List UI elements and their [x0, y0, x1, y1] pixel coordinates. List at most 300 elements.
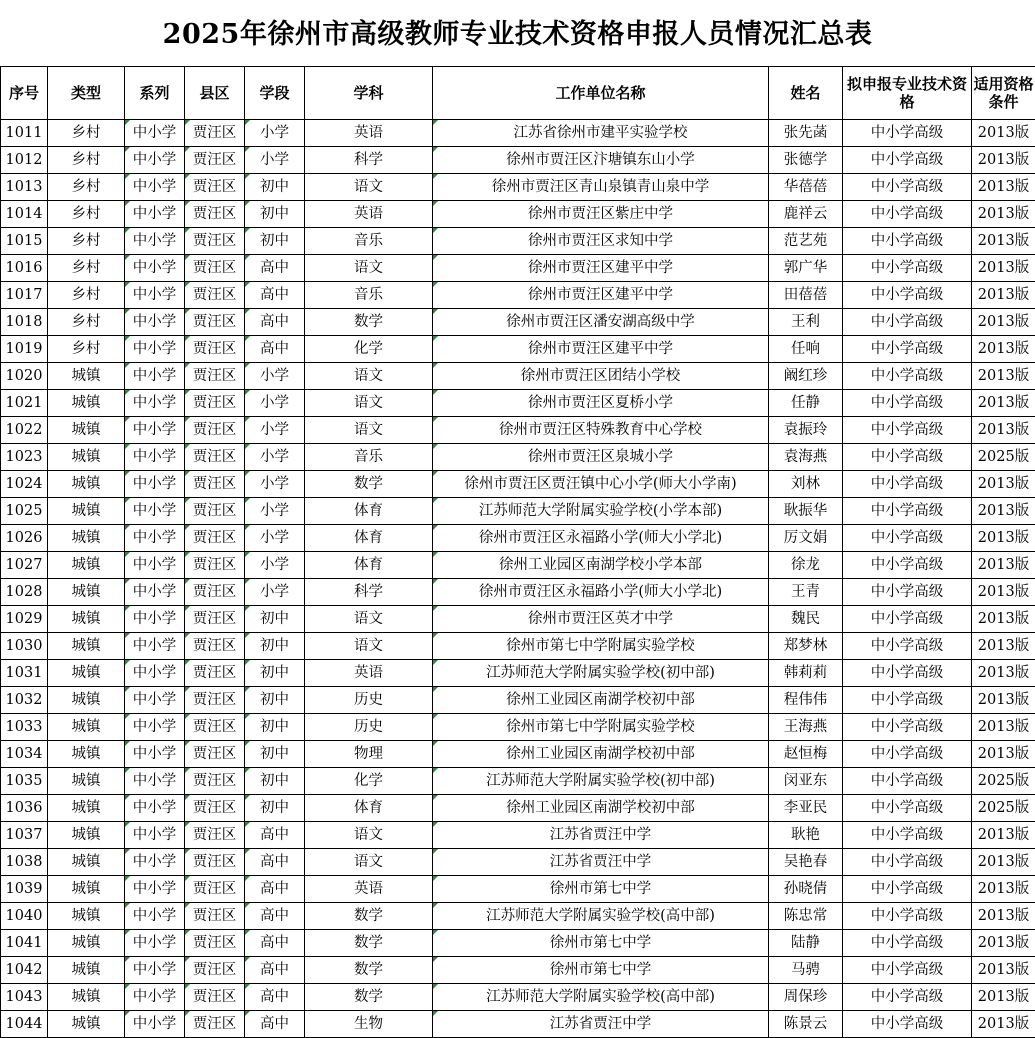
cell-series: 中小学 [125, 903, 185, 930]
cell-type: 城镇 [48, 1011, 125, 1038]
cell-criteria: 2013版 [972, 228, 1035, 255]
cell-index: 1018 [1, 309, 48, 336]
cell-type: 城镇 [48, 957, 125, 984]
cell-criteria: 2013版 [972, 336, 1035, 363]
cell-subject: 英语 [305, 660, 433, 687]
cell-district: 贾汪区 [185, 417, 245, 444]
cell-stage: 初中 [245, 768, 305, 795]
cell-criteria: 2013版 [972, 390, 1035, 417]
cell-criteria: 2013版 [972, 579, 1035, 606]
table-row [1, 390, 1035, 417]
cell-subject: 体育 [305, 498, 433, 525]
cell-qualification: 中小学高级 [843, 120, 972, 147]
cell-workplace: 徐州市贾汪区泉城小学 [433, 444, 769, 471]
cell-stage: 初中 [245, 795, 305, 822]
cell-type: 乡村 [48, 228, 125, 255]
cell-name: 张先菡 [769, 120, 843, 147]
cell-series: 中小学 [125, 822, 185, 849]
cell-stage: 高中 [245, 255, 305, 282]
cell-subject: 语文 [305, 606, 433, 633]
cell-criteria: 2013版 [972, 147, 1035, 174]
cell-stage: 小学 [245, 363, 305, 390]
cell-workplace: 江苏师范大学附属实验学校(初中部) [433, 660, 769, 687]
cell-stage: 高中 [245, 876, 305, 903]
cell-series: 中小学 [125, 579, 185, 606]
cell-criteria: 2013版 [972, 606, 1035, 633]
cell-type: 乡村 [48, 309, 125, 336]
cell-series: 中小学 [125, 768, 185, 795]
cell-qualification: 中小学高级 [843, 876, 972, 903]
cell-type: 城镇 [48, 930, 125, 957]
cell-index: 1026 [1, 525, 48, 552]
cell-name: 张德学 [769, 147, 843, 174]
cell-criteria: 2013版 [972, 849, 1035, 876]
cell-index: 1016 [1, 255, 48, 282]
cell-subject: 英语 [305, 120, 433, 147]
cell-district: 贾汪区 [185, 255, 245, 282]
cell-qualification: 中小学高级 [843, 525, 972, 552]
cell-name: 马骋 [769, 957, 843, 984]
cell-stage: 小学 [245, 525, 305, 552]
cell-district: 贾汪区 [185, 444, 245, 471]
cell-stage: 高中 [245, 309, 305, 336]
cell-qualification: 中小学高级 [843, 984, 972, 1011]
cell-subject: 数学 [305, 984, 433, 1011]
cell-type: 城镇 [48, 390, 125, 417]
table-row [1, 1011, 1035, 1038]
cell-subject: 科学 [305, 147, 433, 174]
cell-qualification: 中小学高级 [843, 768, 972, 795]
cell-workplace: 徐州市第七中学附属实验学校 [433, 633, 769, 660]
cell-district: 贾汪区 [185, 687, 245, 714]
cell-criteria: 2013版 [972, 687, 1035, 714]
cell-stage: 初中 [245, 660, 305, 687]
cell-series: 中小学 [125, 552, 185, 579]
cell-series: 中小学 [125, 714, 185, 741]
cell-stage: 初中 [245, 228, 305, 255]
cell-index: 1013 [1, 174, 48, 201]
cell-series: 中小学 [125, 255, 185, 282]
cell-name: 耿振华 [769, 498, 843, 525]
cell-series: 中小学 [125, 147, 185, 174]
cell-index: 1021 [1, 390, 48, 417]
table-row [1, 309, 1035, 336]
cell-qualification: 中小学高级 [843, 606, 972, 633]
cell-name: 田蓓蓓 [769, 282, 843, 309]
cell-name: 任静 [769, 390, 843, 417]
cell-subject: 数学 [305, 930, 433, 957]
cell-type: 乡村 [48, 336, 125, 363]
cell-subject: 化学 [305, 336, 433, 363]
cell-index: 1043 [1, 984, 48, 1011]
cell-type: 乡村 [48, 174, 125, 201]
cell-subject: 语文 [305, 822, 433, 849]
cell-workplace: 江苏省贾汪中学 [433, 849, 769, 876]
cell-stage: 小学 [245, 444, 305, 471]
cell-series: 中小学 [125, 849, 185, 876]
cell-district: 贾汪区 [185, 849, 245, 876]
cell-qualification: 中小学高级 [843, 444, 972, 471]
cell-criteria: 2013版 [972, 660, 1035, 687]
cell-qualification: 中小学高级 [843, 849, 972, 876]
cell-type: 城镇 [48, 849, 125, 876]
cell-name: 李亚民 [769, 795, 843, 822]
cell-name: 厉文娟 [769, 525, 843, 552]
cell-qualification: 中小学高级 [843, 903, 972, 930]
cell-workplace: 江苏省贾汪中学 [433, 822, 769, 849]
cell-qualification: 中小学高级 [843, 417, 972, 444]
cell-qualification: 中小学高级 [843, 282, 972, 309]
cell-stage: 高中 [245, 1011, 305, 1038]
cell-name: 吴艳春 [769, 849, 843, 876]
cell-subject: 历史 [305, 687, 433, 714]
cell-subject: 物理 [305, 741, 433, 768]
table-row [1, 579, 1035, 606]
cell-qualification: 中小学高级 [843, 633, 972, 660]
cell-type: 城镇 [48, 876, 125, 903]
cell-workplace: 徐州工业园区南湖学校初中部 [433, 687, 769, 714]
cell-criteria: 2013版 [972, 714, 1035, 741]
cell-series: 中小学 [125, 120, 185, 147]
cell-stage: 小学 [245, 552, 305, 579]
cell-name: 赵恒梅 [769, 741, 843, 768]
cell-index: 1033 [1, 714, 48, 741]
cell-qualification: 中小学高级 [843, 363, 972, 390]
table-row [1, 363, 1035, 390]
cell-stage: 小学 [245, 390, 305, 417]
col-header-stage: 学段 [245, 67, 305, 120]
cell-subject: 语文 [305, 417, 433, 444]
cell-series: 中小学 [125, 660, 185, 687]
cell-criteria: 2013版 [972, 282, 1035, 309]
cell-district: 贾汪区 [185, 309, 245, 336]
cell-series: 中小学 [125, 363, 185, 390]
cell-qualification: 中小学高级 [843, 714, 972, 741]
cell-series: 中小学 [125, 525, 185, 552]
cell-criteria: 2025版 [972, 444, 1035, 471]
cell-criteria: 2013版 [972, 255, 1035, 282]
cell-index: 1031 [1, 660, 48, 687]
cell-series: 中小学 [125, 957, 185, 984]
cell-series: 中小学 [125, 1011, 185, 1038]
cell-type: 城镇 [48, 363, 125, 390]
cell-name: 王青 [769, 579, 843, 606]
cell-district: 贾汪区 [185, 174, 245, 201]
cell-qualification: 中小学高级 [843, 255, 972, 282]
cell-index: 1038 [1, 849, 48, 876]
table-body [1, 120, 1035, 1038]
cell-criteria: 2013版 [972, 633, 1035, 660]
cell-district: 贾汪区 [185, 633, 245, 660]
cell-criteria: 2013版 [972, 876, 1035, 903]
col-header-workplace: 工作单位名称 [433, 67, 769, 120]
cell-stage: 小学 [245, 147, 305, 174]
cell-name: 袁海燕 [769, 444, 843, 471]
cell-name: 陈忠常 [769, 903, 843, 930]
cell-type: 城镇 [48, 822, 125, 849]
cell-workplace: 徐州工业园区南湖学校小学本部 [433, 552, 769, 579]
cell-district: 贾汪区 [185, 660, 245, 687]
table-row [1, 606, 1035, 633]
cell-district: 贾汪区 [185, 147, 245, 174]
table-row [1, 903, 1035, 930]
cell-type: 城镇 [48, 498, 125, 525]
cell-name: 徐龙 [769, 552, 843, 579]
cell-index: 1023 [1, 444, 48, 471]
col-header-subject: 学科 [305, 67, 433, 120]
cell-type: 城镇 [48, 606, 125, 633]
cell-index: 1044 [1, 1011, 48, 1038]
cell-type: 乡村 [48, 201, 125, 228]
cell-name: 范艺苑 [769, 228, 843, 255]
cell-workplace: 徐州市贾汪区建平中学 [433, 282, 769, 309]
col-header-district: 县区 [185, 67, 245, 120]
table-row [1, 471, 1035, 498]
cell-name: 鹿祥云 [769, 201, 843, 228]
cell-workplace: 徐州市贾汪区英才中学 [433, 606, 769, 633]
cell-qualification: 中小学高级 [843, 228, 972, 255]
cell-series: 中小学 [125, 498, 185, 525]
cell-type: 城镇 [48, 525, 125, 552]
cell-qualification: 中小学高级 [843, 822, 972, 849]
cell-workplace: 江苏省徐州市建平实验学校 [433, 120, 769, 147]
cell-district: 贾汪区 [185, 390, 245, 417]
cell-stage: 初中 [245, 606, 305, 633]
table-row [1, 444, 1035, 471]
cell-criteria: 2013版 [972, 930, 1035, 957]
cell-series: 中小学 [125, 930, 185, 957]
cell-stage: 初中 [245, 687, 305, 714]
cell-series: 中小学 [125, 606, 185, 633]
cell-type: 乡村 [48, 120, 125, 147]
cell-stage: 初中 [245, 201, 305, 228]
cell-name: 阚红珍 [769, 363, 843, 390]
cell-name: 周保珍 [769, 984, 843, 1011]
table-row [1, 660, 1035, 687]
cell-criteria: 2013版 [972, 984, 1035, 1011]
cell-criteria: 2013版 [972, 498, 1035, 525]
cell-index: 1030 [1, 633, 48, 660]
cell-district: 贾汪区 [185, 471, 245, 498]
cell-workplace: 徐州市贾汪区贾汪镇中心小学(师大小学南) [433, 471, 769, 498]
cell-index: 1035 [1, 768, 48, 795]
table-row [1, 228, 1035, 255]
cell-index: 1017 [1, 282, 48, 309]
cell-stage: 小学 [245, 471, 305, 498]
cell-criteria: 2013版 [972, 525, 1035, 552]
cell-workplace: 徐州市第七中学 [433, 876, 769, 903]
cell-stage: 高中 [245, 984, 305, 1011]
cell-workplace: 徐州市贾汪区求知中学 [433, 228, 769, 255]
cell-type: 城镇 [48, 768, 125, 795]
cell-criteria: 2013版 [972, 957, 1035, 984]
cell-subject: 化学 [305, 768, 433, 795]
cell-series: 中小学 [125, 390, 185, 417]
cell-index: 1027 [1, 552, 48, 579]
cell-type: 城镇 [48, 579, 125, 606]
cell-workplace: 徐州市第七中学附属实验学校 [433, 714, 769, 741]
cell-subject: 历史 [305, 714, 433, 741]
cell-name: 程伟伟 [769, 687, 843, 714]
cell-district: 贾汪区 [185, 282, 245, 309]
col-header-criteria: 适用资格条件 [972, 67, 1035, 120]
cell-qualification: 中小学高级 [843, 336, 972, 363]
cell-workplace: 徐州市贾汪区团结小学校 [433, 363, 769, 390]
cell-district: 贾汪区 [185, 498, 245, 525]
col-header-series: 系列 [125, 67, 185, 120]
cell-qualification: 中小学高级 [843, 390, 972, 417]
cell-index: 1042 [1, 957, 48, 984]
table-row [1, 552, 1035, 579]
cell-series: 中小学 [125, 228, 185, 255]
cell-district: 贾汪区 [185, 525, 245, 552]
cell-qualification: 中小学高级 [843, 660, 972, 687]
cell-name: 华蓓蓓 [769, 174, 843, 201]
cell-subject: 语文 [305, 633, 433, 660]
cell-stage: 小学 [245, 417, 305, 444]
cell-index: 1020 [1, 363, 48, 390]
table-row [1, 849, 1035, 876]
table-row [1, 633, 1035, 660]
cell-stage: 高中 [245, 822, 305, 849]
cell-stage: 初中 [245, 714, 305, 741]
cell-type: 城镇 [48, 444, 125, 471]
cell-index: 1011 [1, 120, 48, 147]
cell-district: 贾汪区 [185, 1011, 245, 1038]
table-row [1, 255, 1035, 282]
table-row [1, 768, 1035, 795]
cell-index: 1024 [1, 471, 48, 498]
cell-qualification: 中小学高级 [843, 201, 972, 228]
header-row [1, 67, 1035, 120]
cell-subject: 音乐 [305, 282, 433, 309]
cell-workplace: 徐州市贾汪区永福路小学(师大小学北) [433, 525, 769, 552]
cell-index: 1014 [1, 201, 48, 228]
cell-stage: 小学 [245, 120, 305, 147]
cell-series: 中小学 [125, 174, 185, 201]
cell-district: 贾汪区 [185, 876, 245, 903]
cell-workplace: 江苏师范大学附属实验学校(初中部) [433, 768, 769, 795]
cell-series: 中小学 [125, 741, 185, 768]
cell-name: 任响 [769, 336, 843, 363]
cell-subject: 体育 [305, 552, 433, 579]
cell-type: 城镇 [48, 795, 125, 822]
cell-district: 贾汪区 [185, 714, 245, 741]
applicant-table [0, 66, 1035, 1038]
cell-criteria: 2013版 [972, 201, 1035, 228]
cell-index: 1025 [1, 498, 48, 525]
cell-district: 贾汪区 [185, 957, 245, 984]
cell-index: 1036 [1, 795, 48, 822]
cell-workplace: 徐州市贾汪区特殊教育中心学校 [433, 417, 769, 444]
cell-workplace: 徐州市第七中学 [433, 957, 769, 984]
cell-name: 袁振玲 [769, 417, 843, 444]
cell-name: 刘林 [769, 471, 843, 498]
cell-series: 中小学 [125, 282, 185, 309]
cell-district: 贾汪区 [185, 741, 245, 768]
cell-subject: 语文 [305, 255, 433, 282]
cell-workplace: 徐州工业园区南湖学校初中部 [433, 741, 769, 768]
table-row [1, 930, 1035, 957]
cell-criteria: 2013版 [972, 822, 1035, 849]
table-row [1, 822, 1035, 849]
cell-criteria: 2013版 [972, 174, 1035, 201]
cell-series: 中小学 [125, 984, 185, 1011]
col-header-qualification: 拟申报专业技术资格 [843, 67, 972, 120]
table-row [1, 795, 1035, 822]
cell-type: 乡村 [48, 147, 125, 174]
table-row [1, 741, 1035, 768]
cell-criteria: 2013版 [972, 1011, 1035, 1038]
cell-subject: 语文 [305, 363, 433, 390]
table-row [1, 525, 1035, 552]
cell-series: 中小学 [125, 336, 185, 363]
cell-index: 1032 [1, 687, 48, 714]
cell-name: 郑梦林 [769, 633, 843, 660]
cell-index: 1028 [1, 579, 48, 606]
cell-index: 1039 [1, 876, 48, 903]
table-row [1, 201, 1035, 228]
cell-criteria: 2013版 [972, 363, 1035, 390]
cell-stage: 高中 [245, 336, 305, 363]
cell-type: 城镇 [48, 687, 125, 714]
cell-stage: 初中 [245, 174, 305, 201]
cell-qualification: 中小学高级 [843, 174, 972, 201]
table-row [1, 174, 1035, 201]
cell-index: 1041 [1, 930, 48, 957]
cell-workplace: 江苏师范大学附属实验学校(高中部) [433, 903, 769, 930]
cell-criteria: 2025版 [972, 768, 1035, 795]
cell-name: 耿艳 [769, 822, 843, 849]
cell-workplace: 江苏师范大学附属实验学校(小学本部) [433, 498, 769, 525]
cell-subject: 数学 [305, 957, 433, 984]
cell-workplace: 徐州市贾汪区建平中学 [433, 255, 769, 282]
cell-stage: 高中 [245, 903, 305, 930]
cell-series: 中小学 [125, 309, 185, 336]
cell-stage: 高中 [245, 930, 305, 957]
cell-name: 郭广华 [769, 255, 843, 282]
cell-district: 贾汪区 [185, 768, 245, 795]
table-row [1, 282, 1035, 309]
cell-qualification: 中小学高级 [843, 309, 972, 336]
cell-workplace: 徐州工业园区南湖学校初中部 [433, 795, 769, 822]
cell-criteria: 2013版 [972, 417, 1035, 444]
cell-series: 中小学 [125, 417, 185, 444]
cell-qualification: 中小学高级 [843, 552, 972, 579]
cell-name: 闵亚东 [769, 768, 843, 795]
cell-workplace: 徐州市贾汪区紫庄中学 [433, 201, 769, 228]
cell-type: 城镇 [48, 984, 125, 1011]
cell-subject: 英语 [305, 201, 433, 228]
table-row [1, 687, 1035, 714]
cell-name: 王海燕 [769, 714, 843, 741]
table-row [1, 984, 1035, 1011]
cell-criteria: 2013版 [972, 471, 1035, 498]
cell-subject: 生物 [305, 1011, 433, 1038]
cell-district: 贾汪区 [185, 579, 245, 606]
cell-qualification: 中小学高级 [843, 147, 972, 174]
cell-qualification: 中小学高级 [843, 930, 972, 957]
cell-subject: 音乐 [305, 444, 433, 471]
table-row [1, 120, 1035, 147]
cell-stage: 高中 [245, 957, 305, 984]
table-row [1, 957, 1035, 984]
cell-index: 1029 [1, 606, 48, 633]
cell-district: 贾汪区 [185, 606, 245, 633]
cell-subject: 体育 [305, 795, 433, 822]
cell-subject: 音乐 [305, 228, 433, 255]
table-row [1, 147, 1035, 174]
